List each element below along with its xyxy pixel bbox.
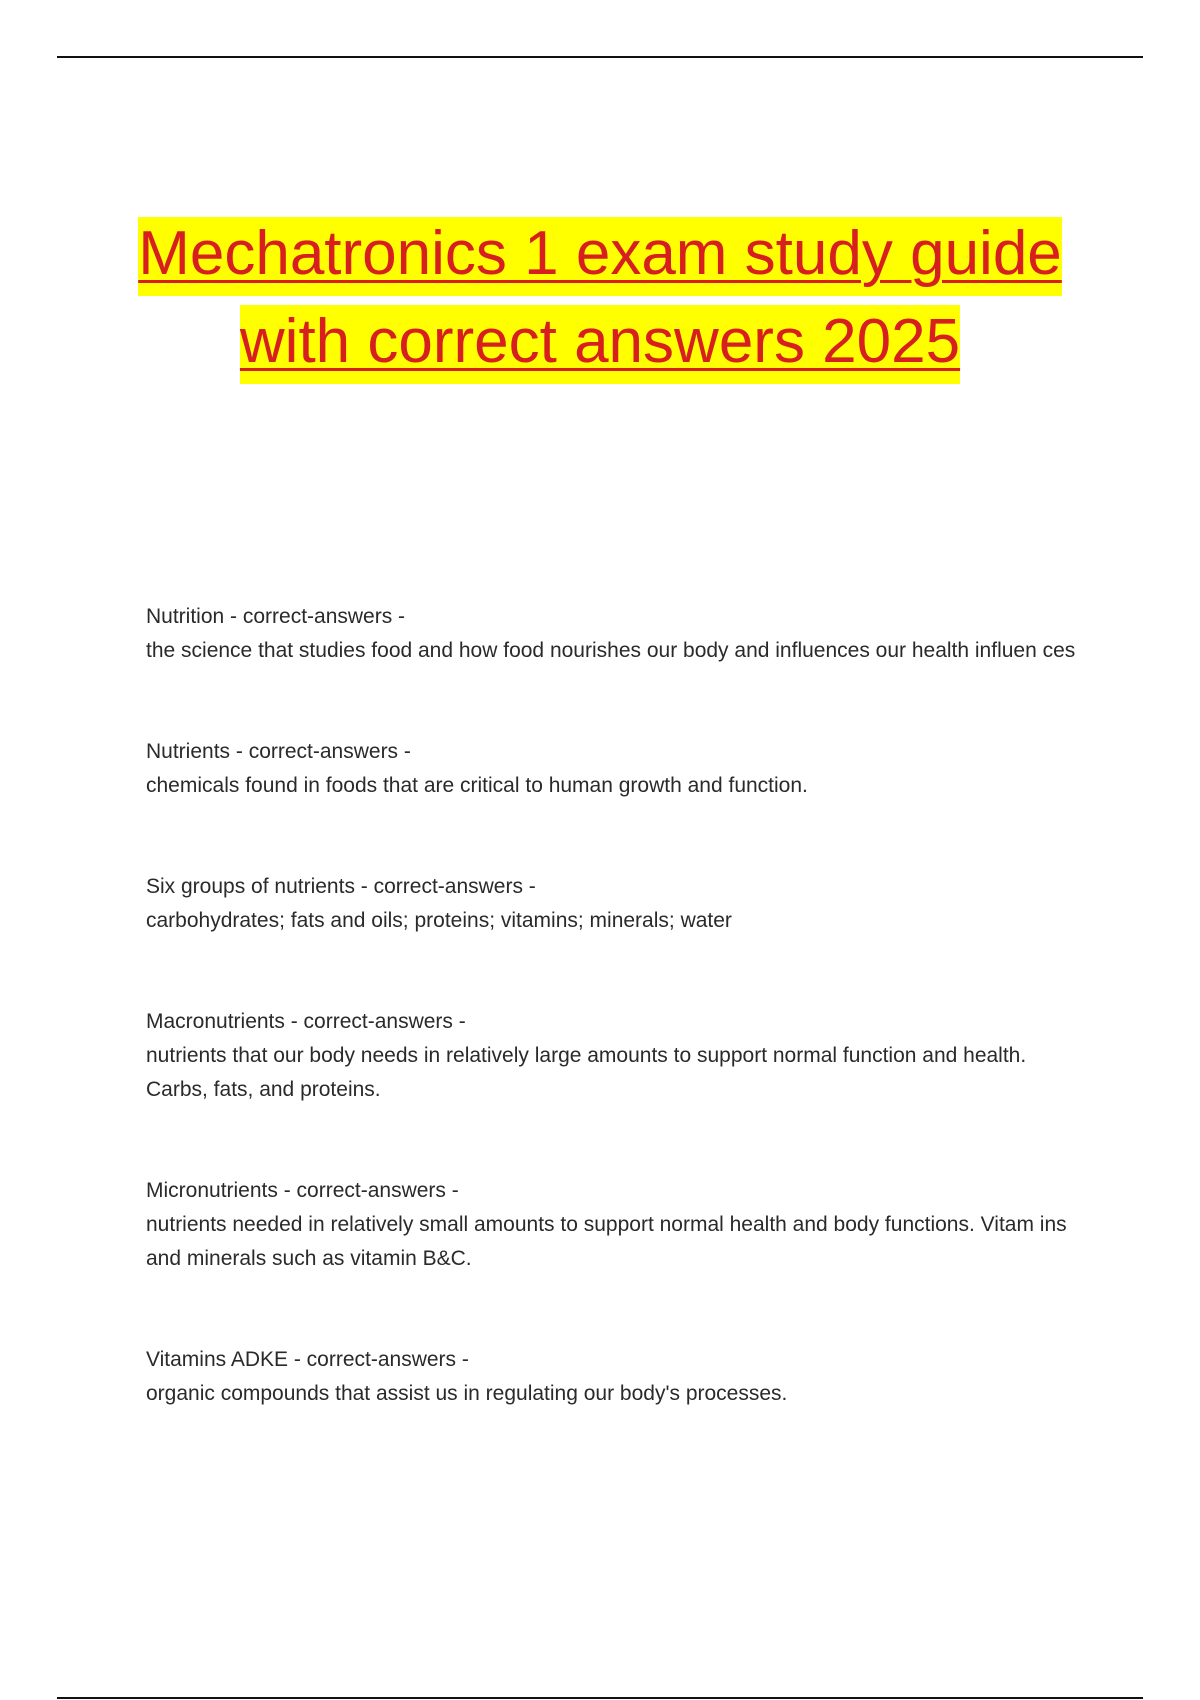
qa-entry-vitamins-adke: [146, 1343, 1090, 1411]
entry-term: Six groups of nutrients - correct-answers -: [146, 875, 536, 898]
entry-definition: carbohydrates; fats and oils; proteins; vitamins; minerals; water: [146, 909, 732, 932]
entry-term: Vitamins ADKE - correct-answers -: [146, 1348, 469, 1371]
entry-definition: chemicals found in foods that are critical to human growth and function.: [146, 774, 808, 797]
title-line-1: Mechatronics 1 exam study guide: [138, 217, 1062, 296]
entry-definition: organic compounds that assist us in regulating our body's processes.: [146, 1382, 788, 1405]
entry-term: Macronutrients - correct-answers -: [146, 1010, 466, 1033]
document-title: [100, 210, 1100, 386]
qa-entries: [146, 600, 1090, 1478]
entry-term: Micronutrients - correct-answers -: [146, 1179, 459, 1202]
header-rule: [57, 56, 1143, 58]
qa-entry-micronutrients: [146, 1174, 1090, 1276]
entry-term: Nutrients - correct-answers -: [146, 740, 411, 763]
entry-definition: the science that studies food and how food nourishes our body and influences our health influen ces: [146, 639, 1076, 662]
qa-entry-macronutrients: [146, 1005, 1090, 1107]
entry-term: Nutrition - correct-answers -: [146, 605, 406, 628]
entry-definition: nutrients needed in relatively small amounts to support normal health and body functions. Vitam ins and minerals such as vitamin B&C.: [146, 1213, 1067, 1270]
qa-entry-six-groups: [146, 870, 1090, 938]
qa-entry-nutrition: [146, 600, 1090, 668]
entry-definition: nutrients that our body needs in relatively large amounts to support normal function and health. Carbs, fats, and proteins.: [146, 1044, 1027, 1101]
footer-rule: [57, 1697, 1143, 1699]
title-line-2: with correct answers 2025: [240, 305, 960, 384]
qa-entry-nutrients: [146, 735, 1090, 803]
